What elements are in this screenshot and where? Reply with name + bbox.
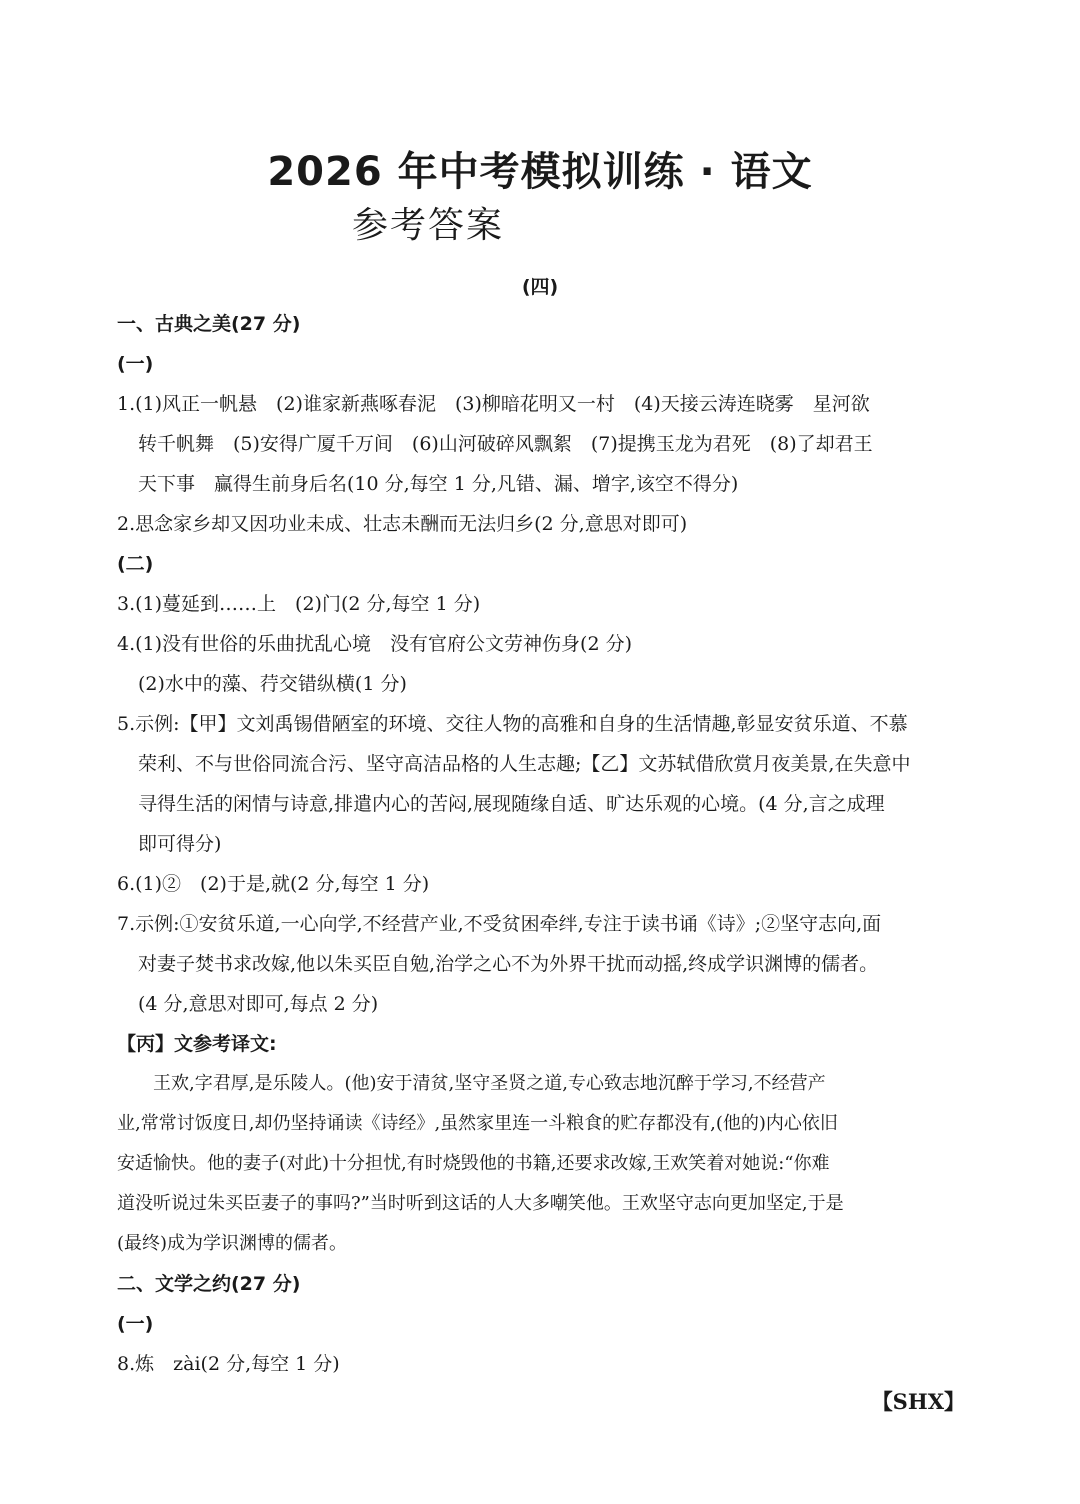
answer-line: 即可得分)	[138, 833, 222, 855]
answer-line: 王欢,字君厚,是乐陵人。(他)安于清贫,坚守圣贤之道,专心致志地沉醉于学习,不经营产	[117, 1073, 826, 1094]
answer-line: 转千帆舞 (5)安得广厦千万间 (6)山河破碎风飘絮 (7)提携玉龙为君死 (8)了却君王	[138, 433, 873, 455]
answer-line: 7.示例:①安贫乐道,一心向学,不经营产业,不受贫困牵绊,专注于读书诵《诗》;②坚守志向,面	[117, 913, 882, 935]
answer-line: 天下事 赢得生前身后名(10 分,每空 1 分,凡错、漏、增字,该空不得分)	[138, 473, 739, 495]
answer-line: (2)水中的藻、荇交错纵横(1 分)	[138, 673, 407, 695]
section-heading: (一)	[117, 353, 154, 375]
answer-line: 对妻子焚书求改嫁,他以朱买臣自勉,治学之心不为外界干扰而动摇,终成学识渊博的儒者。	[138, 953, 879, 975]
page-subtitle: 参考答案	[352, 205, 505, 246]
answer-line: (最终)成为学识渊博的儒者。	[117, 1233, 348, 1254]
answer-line: 安适愉快。他的妻子(对此)十分担忧,有时烧毁他的书籍,还要求改嫁,王欢笑着对她说:“你难	[117, 1153, 830, 1174]
paper-number: (四)	[521, 276, 559, 298]
answer-line: (4 分,意思对即可,每点 2 分)	[138, 993, 379, 1015]
paper-code: 【SHX】	[871, 1389, 965, 1414]
answer-line: 业,常常讨饭度日,却仍坚持诵读《诗经》,虽然家里连一斗粮食的贮存都没有,(他的)内心依旧	[117, 1113, 838, 1134]
answer-line: 6.(1)② (2)于是,就(2 分,每空 1 分)	[117, 873, 430, 895]
answer-line: 8.炼 zài(2 分,每空 1 分)	[117, 1353, 340, 1375]
section-heading: 【丙】文参考译文:	[117, 1033, 277, 1055]
section-heading: (二)	[117, 553, 154, 575]
answer-line: 寻得生活的闲情与诗意,排遣内心的苦闷,展现随缘自适、旷达乐观的心境。(4 分,言之成理	[138, 793, 885, 815]
section-heading: (一)	[117, 1313, 154, 1335]
answer-line: 道没听说过朱买臣妻子的事吗?”当时听到这话的人大多嘲笑他。王欢坚守志向更加坚定,于是	[117, 1193, 844, 1214]
answer-content	[117, 304, 972, 1384]
answer-line: 4.(1)没有世俗的乐曲扰乱心境 没有官府公文劳神伤身(2 分)	[117, 633, 632, 655]
answer-line: 5.示例:【甲】文刘禹锡借陋室的环境、交往人物的高雅和自身的生活情趣,彰显安贫乐道、不慕	[117, 713, 908, 735]
answer-line: 1.(1)风正一帆悬 (2)谁家新燕啄春泥 (3)柳暗花明又一村 (4)天接云涛连晓雾 星河欲	[117, 393, 870, 415]
answer-line: 3.(1)蔓延到……上 (2)门(2 分,每空 1 分)	[117, 593, 481, 615]
section-heading: 一、古典之美(27 分)	[117, 313, 301, 335]
answer-line: 荣利、不与世俗同流合污、坚守高洁品格的人生志趣;【乙】文苏轼借欣赏月夜美景,在失意中	[138, 753, 911, 775]
page-title: 2026 年中考模拟训练 · 语文	[267, 149, 813, 195]
section-heading: 二、文学之约(27 分)	[117, 1273, 301, 1295]
answer-line: 2.思念家乡却又因功业未成、壮志未酬而无法归乡(2 分,意思对即可)	[117, 513, 688, 535]
